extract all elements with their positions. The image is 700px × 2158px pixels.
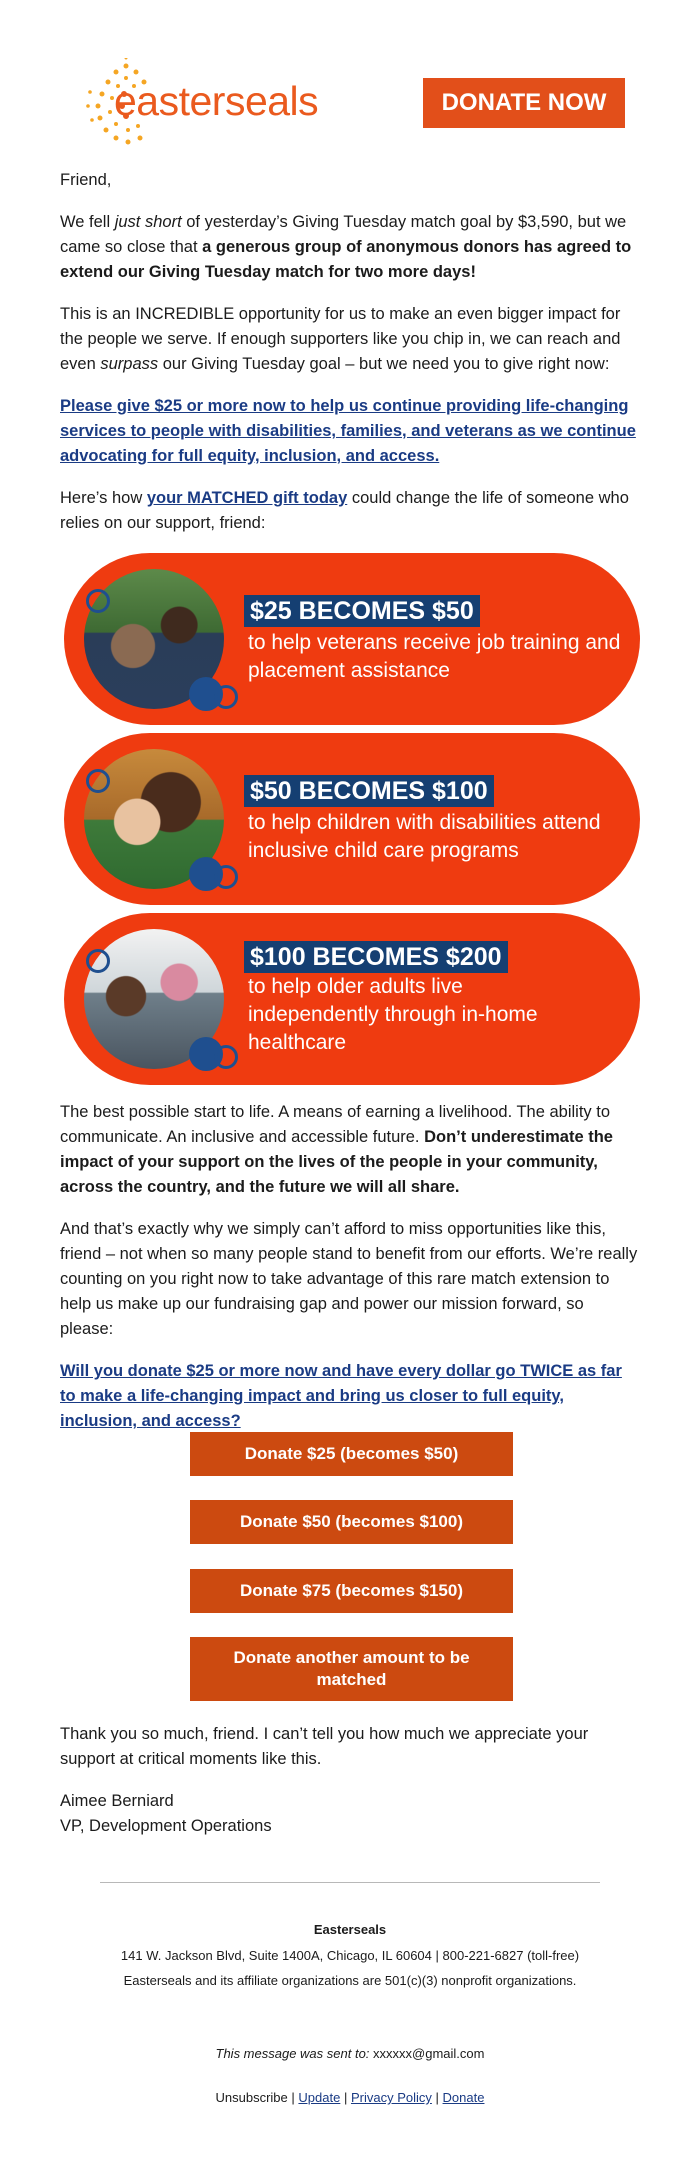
paragraph-best-start: The best possible start to life. A means of earning a livelihood. The ability to communicate. An inclusive and accessible future. Don’t underestimate the impact of your support on the lives of the people in your community, across the country, and the future we will all share. bbox=[60, 1103, 613, 1196]
donate-now-button[interactable]: DONATE NOW bbox=[423, 78, 625, 128]
donate-other-button[interactable]: Donate another amount to be matched bbox=[190, 1637, 513, 1701]
recipient-email: xxxxxx@gmail.com bbox=[373, 2046, 485, 2061]
footer-divider bbox=[100, 1882, 600, 1883]
footer-org: Easterseals bbox=[313, 1922, 387, 1937]
email-header bbox=[0, 0, 700, 150]
paragraph-match-goal: We fell just short of yesterday’s Giving Tuesday match goal by $3,590, but we came so close that a generous group of anonymous donors has agreed to extend our Giving Tuesday match for two more days! bbox=[60, 213, 632, 281]
paragraph-afford: And that’s exactly why we simply can’t afford to miss opportunities like this, friend – not when so many people stand to benefit from our efforts. We’re really counting on you right now to take advantage of this rare match extension to help us make up our fundraising gap and power our mission forward, so please: bbox=[60, 1220, 638, 1338]
impact-heading: $25 BECOMES $50 bbox=[244, 595, 480, 627]
footer-nonprofit: Easterseals and its affiliate organizations are 501(c)(3) nonprofit organizations. bbox=[123, 1973, 577, 1988]
impact-heading: $50 BECOMES $100 bbox=[244, 775, 494, 807]
impact-card[interactable] bbox=[64, 553, 640, 725]
email-body-continued bbox=[60, 1100, 640, 1451]
donate-25-button[interactable]: Donate $25 (becomes $50) bbox=[190, 1432, 513, 1476]
matched-gift-link[interactable]: your MATCHED gift today bbox=[146, 489, 348, 507]
thank-you-text: Thank you so much, friend. I can’t tell you how much we appreciate your support at critical moments like this. bbox=[60, 1725, 589, 1768]
footer-links: Unsubscribe | Update | Privacy Policy | Donate bbox=[215, 2090, 485, 2105]
impact-heading: $100 BECOMES $200 bbox=[244, 941, 508, 973]
footer-sent-to: This message was sent to: xxxxxx@gmail.com bbox=[215, 2046, 485, 2061]
footer-address: 141 W. Jackson Blvd, Suite 1400A, Chicago, IL 60604 | 800-221-6827 (toll-free) bbox=[120, 1948, 580, 1963]
decorative-ring-icon bbox=[86, 949, 110, 973]
impact-description: to help veterans receive job training and placement assistance bbox=[248, 631, 621, 682]
impact-card[interactable] bbox=[64, 733, 640, 905]
email-body bbox=[60, 168, 640, 553]
give-25-link[interactable]: Please give $25 or more now to help us continue providing life-changing services to people with disabilities, families, and veterans as we continue advocating for full equity, inclusion, and access. bbox=[60, 397, 636, 465]
decorative-ring-icon bbox=[214, 1045, 238, 1069]
decorative-ring-icon bbox=[86, 589, 110, 613]
donate-footer-link[interactable]: Donate bbox=[442, 2090, 485, 2105]
donate-twice-link[interactable]: Will you donate $25 or more now and have every dollar go TWICE as far to make a life-changing impact and bring us closer to full equity, inclusion, and access? bbox=[60, 1362, 622, 1430]
easterseals-logo[interactable]: easterseals bbox=[114, 78, 319, 124]
donate-75-button[interactable]: Donate $75 (becomes $150) bbox=[190, 1569, 513, 1613]
impact-description: to help older adults live independently through in-home healthcare bbox=[248, 975, 538, 1054]
privacy-policy-link[interactable]: Privacy Policy bbox=[350, 2090, 432, 2105]
signer-name: Aimee Berniard bbox=[60, 1792, 174, 1810]
paragraph-donate-link bbox=[60, 1359, 640, 1434]
signer-title: VP, Development Operations bbox=[60, 1817, 272, 1835]
greeting: Friend, bbox=[60, 171, 112, 189]
paragraph-matched-gift: Here’s how your MATCHED gift today could change the life of someone who relies on our support, friend: bbox=[60, 489, 629, 532]
update-link[interactable]: Update bbox=[298, 2090, 341, 2105]
decorative-ring-icon bbox=[214, 685, 238, 709]
unsubscribe-link[interactable]: Unsubscribe bbox=[215, 2090, 288, 2105]
decorative-ring-icon bbox=[214, 865, 238, 889]
paragraph-give-link bbox=[60, 394, 640, 469]
decorative-ring-icon bbox=[86, 769, 110, 793]
email-closing bbox=[60, 1722, 640, 1839]
impact-card[interactable] bbox=[64, 913, 640, 1085]
paragraph-opportunity: This is an INCREDIBLE opportunity for us to make an even bigger impact for the people we serve. If enough supporters like you chip in, we can reach and even surpass our Giving Tuesday goal – but we need you to give right now: bbox=[60, 305, 621, 373]
impact-description: to help children with disabilities attend inclusive child care programs bbox=[248, 811, 601, 862]
donate-50-button[interactable]: Donate $50 (becomes $100) bbox=[190, 1500, 513, 1544]
